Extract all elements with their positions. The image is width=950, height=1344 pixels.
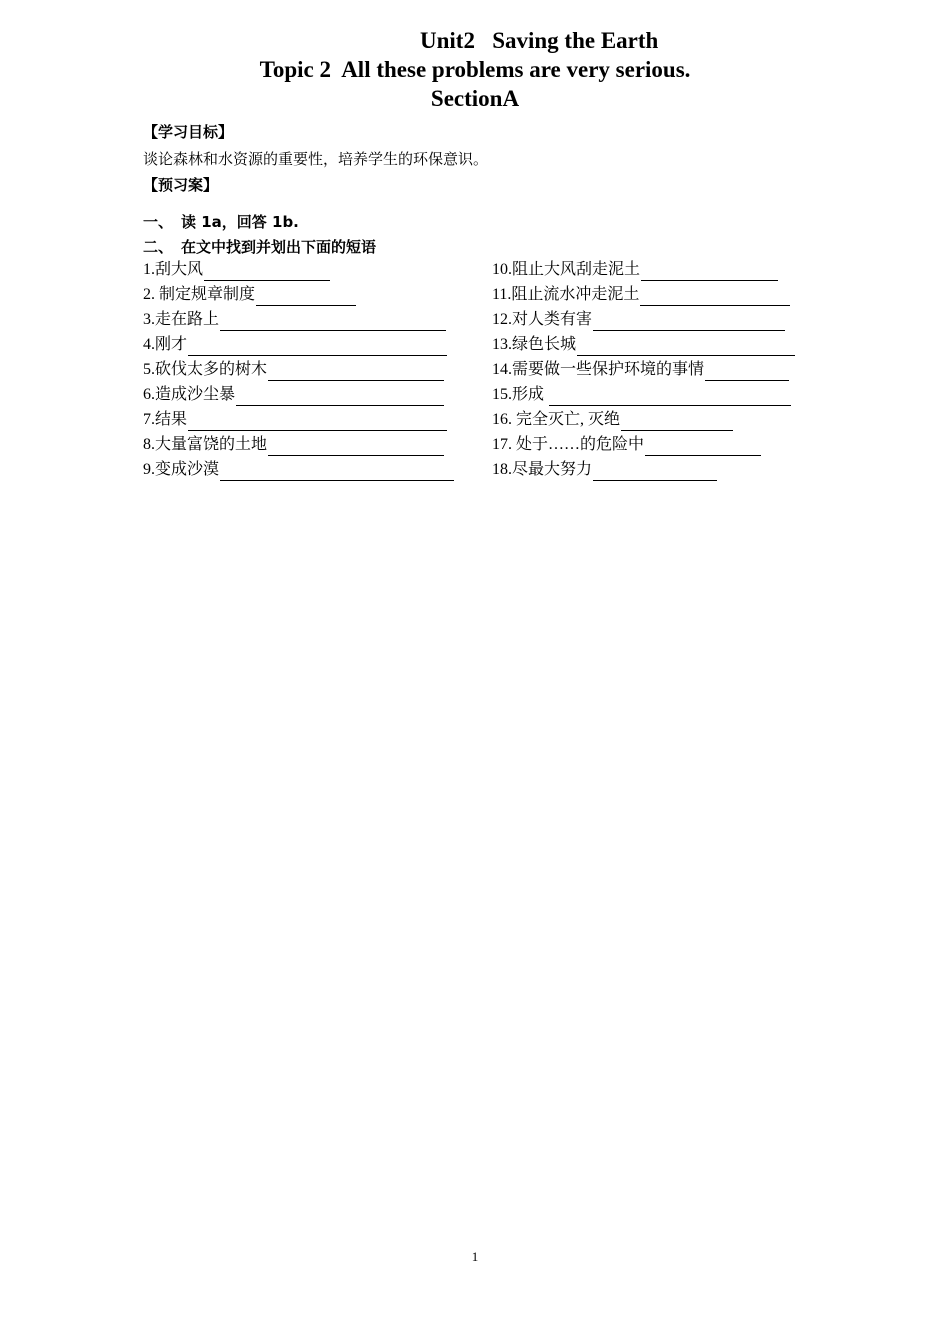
phrase-item [143, 434, 444, 456]
phrase-label: 1.刮大风 [143, 261, 204, 278]
phrase-item [143, 459, 454, 481]
phrase-item [143, 409, 447, 431]
answer-blank[interactable] [577, 337, 795, 356]
phrase-item [492, 459, 717, 481]
preview-heading: 【预习案】 [143, 176, 219, 194]
phrase-label: 8.大量富饶的土地 [143, 436, 268, 453]
answer-blank[interactable] [593, 312, 785, 331]
answer-blank[interactable] [621, 412, 733, 431]
answer-blank[interactable] [549, 387, 791, 406]
topic-title: Topic 2 All these problems are very serious. [259, 57, 691, 82]
answer-blank[interactable] [268, 362, 444, 381]
phrase-label: 14.需要做一些保护环境的事情 [492, 361, 705, 378]
answer-blank[interactable] [705, 362, 789, 381]
phrase-label: 5.砍伐太多的树木 [143, 361, 268, 378]
task-text: 在文中找到并划出下面的短语 [181, 238, 377, 256]
phrase-item [492, 259, 778, 281]
phrase-item [143, 284, 356, 306]
answer-blank[interactable] [220, 312, 446, 331]
phrase-label: 17. 处于……的危险中 [492, 436, 645, 453]
phrase-item [143, 309, 446, 331]
task-text: 读 1a，回答 1b. [181, 213, 299, 231]
phrase-item [492, 309, 785, 331]
phrase-label: 15.形成 [492, 386, 545, 403]
phrase-label: 3.走在路上 [143, 311, 220, 328]
answer-blank[interactable] [640, 287, 790, 306]
learning-goal-text: 谈论森林和水资源的重要性，培养学生的环保意识。 [143, 150, 489, 168]
phrase-label: 12.对人类有害 [492, 311, 593, 328]
phrase-item [492, 284, 790, 306]
unit-title: Unit2 Saving the Earth [420, 28, 659, 53]
phrase-label: 4.刚才 [143, 336, 188, 353]
task-number: 一、 [143, 213, 174, 231]
section-title: SectionA [430, 86, 520, 111]
learning-goal-heading: 【学习目标】 [143, 123, 234, 141]
answer-blank[interactable] [188, 412, 447, 431]
phrase-label: 9.变成沙漠 [143, 461, 220, 478]
answer-blank[interactable] [593, 462, 717, 481]
phrase-label: 11.阻止流水冲走泥土 [492, 286, 640, 303]
task-item [143, 236, 376, 257]
phrase-item [143, 259, 330, 281]
phrase-label: 2. 制定规章制度 [143, 286, 256, 303]
phrase-item [492, 434, 761, 456]
answer-blank[interactable] [188, 337, 447, 356]
phrase-item [492, 334, 795, 356]
phrase-label: 13.绿色长城 [492, 336, 577, 353]
phrase-label: 18.尽最大努力 [492, 461, 593, 478]
phrase-item [143, 359, 444, 381]
answer-blank[interactable] [204, 262, 330, 281]
answer-blank[interactable] [641, 262, 778, 281]
answer-blank[interactable] [256, 287, 356, 306]
phrase-item [143, 334, 447, 356]
page-number: 1 [471, 1249, 479, 1264]
phrase-label: 16. 完全灭亡, 灭绝 [492, 411, 621, 428]
task-number: 二、 [143, 238, 174, 256]
answer-blank[interactable] [220, 462, 454, 481]
phrase-item [492, 384, 791, 406]
phrase-item [143, 384, 444, 406]
answer-blank[interactable] [236, 387, 444, 406]
answer-blank[interactable] [268, 437, 444, 456]
phrase-label: 6.造成沙尘暴 [143, 386, 236, 403]
phrase-item [492, 409, 733, 431]
phrase-item [492, 359, 789, 381]
phrase-label: 7.结果 [143, 411, 188, 428]
phrase-label: 10.阻止大风刮走泥土 [492, 261, 641, 278]
answer-blank[interactable] [645, 437, 761, 456]
task-item [143, 211, 299, 232]
